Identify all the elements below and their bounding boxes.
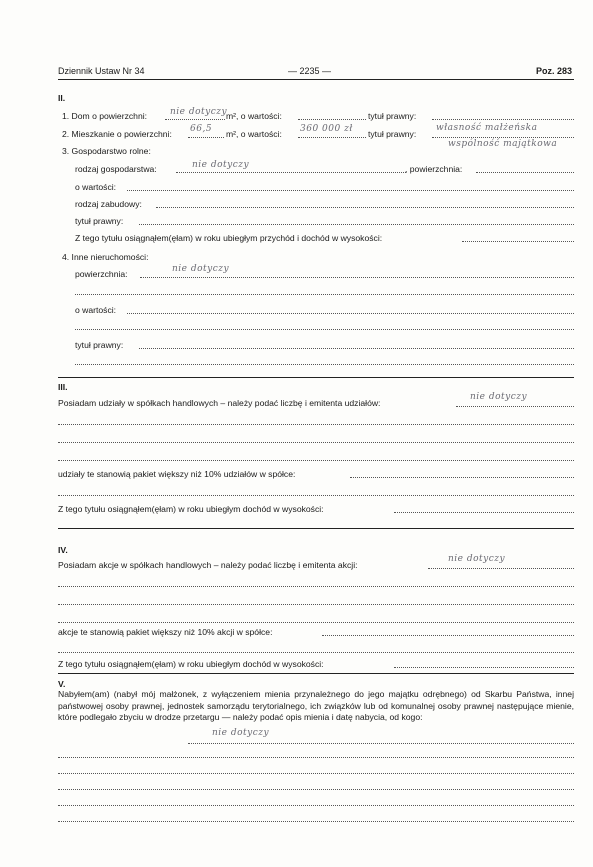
flat-area-line	[188, 137, 224, 138]
other-area-value: nie dotyczy	[172, 264, 230, 274]
flat-title-value: własność małżeńska	[436, 123, 538, 133]
house-title-label: tytuł prawny:	[368, 111, 417, 121]
other-value-line	[127, 313, 574, 314]
farm-value-label: o wartości:	[75, 182, 117, 192]
other-area-line	[140, 277, 574, 278]
other-property-label: 4. Inne nieruchomości:	[62, 252, 149, 262]
flat-title-label: tytuł prawny:	[368, 129, 417, 139]
farm-type-line	[176, 172, 406, 173]
stocks-line	[428, 568, 574, 569]
section-v-heading: V.	[58, 679, 66, 689]
other-value-line-2	[75, 329, 574, 330]
shares-income-line	[394, 512, 574, 513]
other-title-line	[139, 348, 574, 349]
other-area-label: powierzchnia:	[75, 269, 128, 279]
header-rule	[58, 79, 574, 80]
shares-package-line	[350, 477, 574, 478]
farm-title-label: tytuł prawny:	[75, 216, 124, 226]
stocks-line-4	[58, 622, 574, 623]
flat-title-value-line2: wspólność majątkowa	[448, 139, 558, 149]
house-value-label: m², o wartości:	[226, 111, 282, 121]
house-title-line	[432, 119, 574, 120]
acquisition-line-5	[58, 805, 574, 806]
shares-line-3	[58, 442, 574, 443]
section-iii-rule	[58, 377, 574, 378]
shares-line	[456, 406, 574, 407]
stocks-package-line-2	[58, 652, 574, 653]
position-number: Poz. 283	[536, 66, 573, 76]
farm-area-line	[476, 172, 574, 173]
page-number: — 2235 —	[288, 66, 332, 76]
other-title-label: tytuł prawny:	[75, 340, 124, 350]
flat-area-value: 66,5	[190, 124, 213, 134]
acquisition-answer: nie dotyczy	[212, 728, 270, 738]
stocks-line-2	[58, 586, 574, 587]
stocks-label: Posiadam akcje w spółkach handlowych – należy podać liczbę i emitenta akcji:	[58, 560, 358, 570]
farm-value-line	[127, 190, 574, 191]
flat-value-line	[298, 137, 366, 138]
stocks-package-line	[322, 635, 574, 636]
farm-label: 3. Gospodarstwo rolne:	[62, 146, 151, 156]
journal-name: Dziennik Ustaw Nr 34	[58, 66, 145, 76]
farm-building-line	[156, 207, 574, 208]
house-area-value: nie dotyczy	[170, 107, 228, 117]
section-iv-rule	[58, 528, 574, 529]
shares-package-label: udziały te stanowią pakiet większy niż 10% udziałów w spółce:	[58, 469, 296, 479]
shares-label: Posiadam udziały w spółkach handlowych – należy podać liczbę i emitenta udziałów:	[58, 398, 381, 408]
acquisition-line-3	[58, 773, 574, 774]
flat-value-label: m², o wartości:	[226, 129, 282, 139]
acquisition-line-2	[58, 757, 574, 758]
house-label: 1. Dom o powierzchni:	[62, 111, 148, 121]
farm-building-label: rodzaj zabudowy:	[75, 199, 142, 209]
house-value-line	[298, 119, 366, 120]
acquisition-line	[188, 743, 574, 744]
section-v-paragraph: Nabyłem(am) (nabył mój małżonek, z wyłączeniem mienia przynależnego do jego majątku odrębnego) od Skarbu Państwa, innej państwowej osoby prawnej, jednostek samorządu terytorialnego, ich związków lub od komunalnej osoby prawnej następujące mienie, które podlegało zbyciu w drodze przetargu — należy podać opis mienia i datę nabycia, od kogo:	[58, 689, 574, 722]
stocks-answer: nie dotyczy	[448, 554, 506, 564]
farm-title-line	[139, 224, 574, 225]
shares-line-4	[58, 460, 574, 461]
house-area-line	[165, 119, 225, 120]
farm-income-line	[462, 241, 574, 242]
farm-type-value: nie dotyczy	[192, 160, 250, 170]
farm-area-label: , powierzchnia:	[405, 164, 463, 174]
other-area-line-2	[75, 294, 574, 295]
stocks-income-label: Z tego tytułu osiągnąłem(ęłam) w roku ubiegłym dochód w wysokości:	[58, 659, 324, 669]
farm-type-label: rodzaj gospodarstwa:	[75, 164, 157, 174]
shares-income-label: Z tego tytułu osiągnąłem(ęłam) w roku ubiegłym dochód w wysokości:	[58, 504, 324, 514]
shares-package-line-2	[58, 495, 574, 496]
acquisition-line-4	[58, 789, 574, 790]
other-value-label: o wartości:	[75, 305, 117, 315]
section-ii-heading: II.	[58, 93, 66, 103]
stocks-package-label: akcje te stanowią pakiet większy niż 10% akcji w spółce:	[58, 627, 273, 637]
shares-answer: nie dotyczy	[470, 392, 528, 402]
other-title-line-2	[75, 364, 574, 365]
section-v-rule	[58, 673, 574, 674]
flat-value-value: 360 000 zł	[300, 124, 353, 134]
stocks-line-3	[58, 604, 574, 605]
shares-line-2	[58, 424, 574, 425]
acquisition-line-6	[58, 821, 574, 822]
stocks-income-line	[394, 667, 574, 668]
flat-label: 2. Mieszkanie o powierzchni:	[62, 129, 172, 139]
flat-title-line	[432, 137, 574, 138]
section-iv-heading: IV.	[58, 545, 68, 555]
section-iii-heading: III.	[58, 382, 68, 392]
farm-income-label: Z tego tytułu osiągnąłem(ęłam) w roku ubiegłym przychód i dochód w wysokości:	[75, 233, 383, 243]
